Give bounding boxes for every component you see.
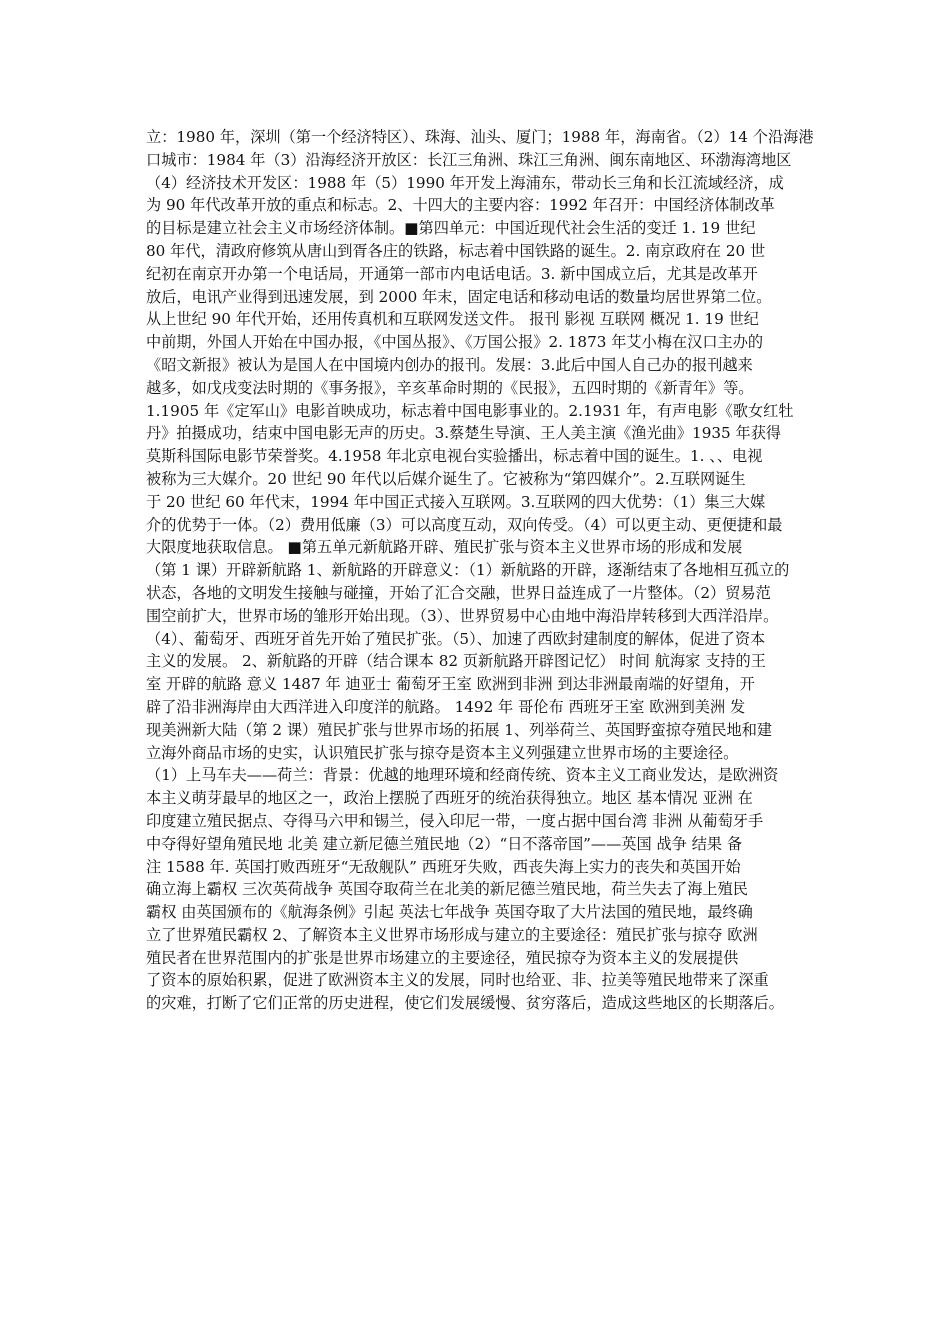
text-line: 辟了沿非洲海岸由大西洋进入印度洋的航路。 1492 年 哥伦布 西班牙王室 欧洲到美洲 发 <box>146 697 746 716</box>
text-line: 莫斯科国际电影节荣誉奖。4.1958 年北京电视台实验播出，标志着中国的诞生。1. 、、电视 <box>146 447 763 466</box>
text-line: 注 1588 年. 英国打败西班牙“无敌舰队” 西班牙失败，西丧失海上实力的丧失和英国开始 <box>146 857 741 876</box>
text-line: 1.1905 年《定军山》电影首映成功，标志着中国电影事业的。2.1931 年，有声电影《歌女红牡 <box>146 401 794 420</box>
text-line: 主义的发展。 2、新航路的开辟（结合课本 82 页新航路开辟图记忆） 时间 航海家 支持的王 <box>146 652 766 671</box>
text-line: 为 90 年代改革开放的重点和标志。2、十四大的主要内容：1992 年召开：中国经济体制改革 <box>146 196 775 215</box>
text-line: 中夺得好望角殖民地 北美 建立新尼德兰殖民地（2）“日不落帝国”——英国 战争 结果 备 <box>146 834 743 853</box>
text-line: 丹》拍摄成功，结束中国电影无声的历史。3.蔡楚生导演、王人美主演《渔光曲》1935 年获得 <box>146 424 782 443</box>
document-body <box>146 126 822 1015</box>
text-line: 从上世纪 90 年代开始，还用传真机和互联网发送文件。 报刊 影视 互联网 概况 1. 19 世纪 <box>146 310 759 329</box>
text-line: （4）、葡萄牙、西班牙首先开始了殖民扩张。（5）、加速了西欧封建制度的解体，促进了资本 <box>146 629 766 648</box>
text-line: 放后，电讯产业得到迅速发展，到 2000 年末，固定电话和移动电话的数量均居世界第二位。 <box>146 287 772 306</box>
text-line: 现美洲新大陆（第 2 课）殖民扩张与世界市场的拓展 1、列举荷兰、英国野蛮掠夺殖民地和建 <box>146 720 773 739</box>
text-line: 殖民者在世界范围内的扩张是世界市场建立的主要途径，殖民掠夺为资本主义的发展提供 <box>146 948 739 967</box>
text-line: 被称为三大媒介。20 世纪 90 年代以后媒介诞生了。它被称为“第四媒介”。2.互联网诞生 <box>146 469 746 488</box>
text-line: 室 开辟的航路 意义 1487 年 迪亚士 葡萄牙王室 欧洲到非洲 到达非洲最南端的好望角，开 <box>146 675 755 694</box>
text-line: 了资本的原始积累，促进了欧洲资本主义的发展，同时也给亚、非、拉美等殖民地带来了深重 <box>146 971 769 990</box>
text-line: （1）上马车夫——荷兰：背景：优越的地理环境和经商传统、资本主义工商业发达，是欧洲资 <box>146 766 779 785</box>
text-line: 围空前扩大，世界市场的雏形开始出现。（3）、世界贸易中心由地中海沿岸转移到大西洋沿岸。 <box>146 606 779 625</box>
text-line: 霸权 由英国颁布的《航海条例》引起 英法七年战争 英国夺取了大片法国的殖民地，最终确 <box>146 903 753 922</box>
text-line: 立：1980 年，深圳（第一个经济特区）、珠海、汕头、厦门；1988 年，海南省。（2）14 个沿海港 <box>146 128 814 146</box>
text-line: 的目标是建立社会主义市场经济体制。■第四单元：中国近现代社会生活的变迁 1. 19 世纪 <box>146 219 756 238</box>
text-line: 确立海上霸权 三次英荷战争 英国夺取荷兰在北美的新尼德兰殖民地，荷兰失去了海上殖民 <box>146 880 748 899</box>
text-line: 本主义萌芽最早的地区之一，政治上摆脱了西班牙的统治获得独立。地区 基本情况 亚洲 在 <box>146 789 753 808</box>
text-line: 80 年代，清政府修筑从唐山到胥各庄的铁路，标志着中国铁路的诞生。2. 南京政府在 20 世 <box>146 241 766 260</box>
text-line: 状态，各地的文明发生接触与碰撞，开始了汇合交融，世界日益连成了一片整体。（2）贸易范 <box>146 583 771 602</box>
text-line: 立海外商品市场的史实，认识殖民扩张与掠夺是资本主义列强建立世界市场的主要途径。 <box>146 743 739 762</box>
text-line: 介的优势于一体。（2）费用低廉（3）可以高度互动，双向传受。（4）可以更主动、更便捷和最 <box>146 515 783 534</box>
text-line: 《昭文新报》被认为是国人在中国境内创办的报刊。发展：3.此后中国人自己办的报刊越来 <box>146 355 753 374</box>
text-line: 纪初在南京开办第一个电话局，开通第一部市内电话电话。3. 新中国成立后，尤其是改革开 <box>146 264 758 283</box>
text-line: 于 20 世纪 60 年代末，1994 年中国正式接入互联网。3.互联网的四大优势：（1）集三大媒 <box>146 492 766 511</box>
text-line: 印度建立殖民据点、夺得马六甲和锡兰，侵入印尼一带，一度占据中国台湾 非洲 从葡萄牙手 <box>146 811 764 830</box>
text-line: 中前期，外国人开始在中国办报，《中国丛报》、《万国公报》2. 1873 年艾小梅在汉口主办的 <box>146 333 764 352</box>
text-line: 大限度地获取信息。 ■第五单元新航路开辟、殖民扩张与资本主义世界市场的形成和发展 <box>146 538 743 557</box>
text-line: 立了世界殖民霸权 2、了解资本主义世界市场形成与建立的主要途径：殖民扩张与掠夺 欧洲 <box>146 925 758 944</box>
text-line: 的灾难，打断了它们正常的历史进程，使它们发展缓慢、贫穷落后，造成这些地区的长期落后。 <box>146 994 784 1013</box>
text-line: （第 1 课）开辟新航路 1、新航路的开辟意义：（1）新航路的开辟，逐渐结束了各地相互孤立的 <box>146 561 790 580</box>
text-line: 越多，如戊戌变法时期的《事务报》，辛亥革命时期的《民报》，五四时期的《新青年》等。 <box>146 378 754 397</box>
text-line: 口城市：1984 年（3）沿海经济开放区：长江三角洲、珠江三角洲、闽东南地区、环渤海湾地区 <box>146 150 792 169</box>
text-line: （4）经济技术开发区：1988 年（5）1990 年开发上海浦东，带动长三角和长江流域经济，成 <box>146 173 784 192</box>
